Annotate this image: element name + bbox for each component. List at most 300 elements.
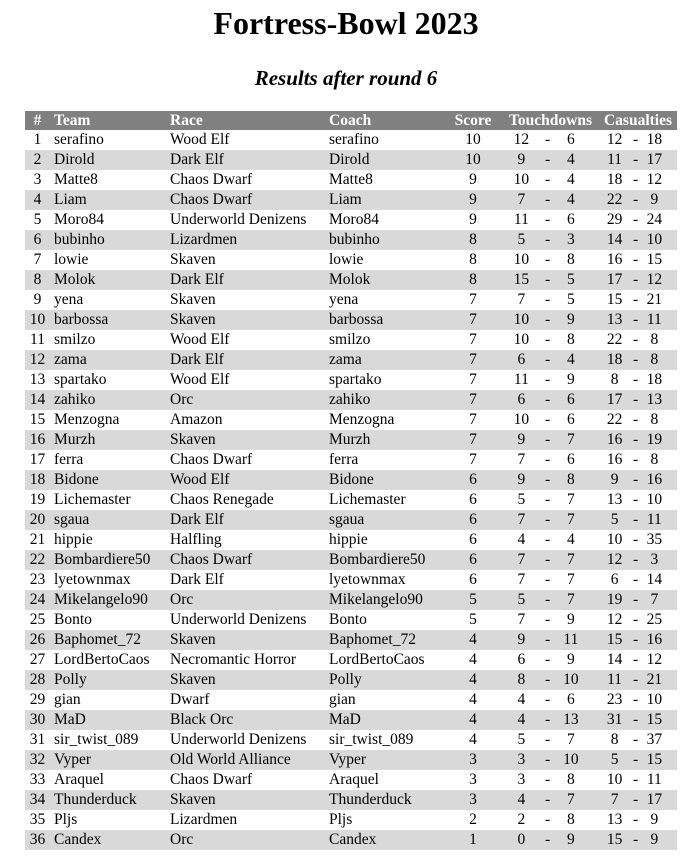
casualties-pair xyxy=(599,590,677,610)
coach-cell: Polly xyxy=(329,670,444,690)
table-row xyxy=(25,810,677,830)
touchdowns-for: 5 xyxy=(517,231,526,248)
touchdowns-separator: - xyxy=(545,191,551,208)
casualties-separator: - xyxy=(633,211,639,228)
casualties-cell xyxy=(599,430,677,450)
casualties-for: 15 xyxy=(606,631,623,648)
touchdowns-separator: - xyxy=(545,451,551,468)
touchdowns-against: 4 xyxy=(566,171,575,188)
touchdowns-separator: - xyxy=(545,551,551,568)
team-cell: Thunderduck xyxy=(50,790,170,810)
casualties-cell xyxy=(599,250,677,270)
score-cell: 7 xyxy=(469,331,477,348)
casualties-cell xyxy=(599,170,677,190)
casualties-cell xyxy=(599,310,677,330)
casualties-against: 12 xyxy=(646,651,663,668)
score-cell: 7 xyxy=(444,430,502,450)
touchdowns-separator: - xyxy=(545,491,551,508)
touchdowns-for: 10 xyxy=(513,331,530,348)
header-rank: # xyxy=(25,111,50,130)
casualties-cell xyxy=(599,290,677,310)
coach-cell: Candex xyxy=(329,830,444,850)
team-cell: spartako xyxy=(54,371,107,388)
touchdowns-cell xyxy=(502,230,599,250)
casualties-against: 9 xyxy=(650,811,659,828)
casualties-pair xyxy=(599,550,677,570)
casualties-pair xyxy=(599,570,677,590)
coach-cell: sir_twist_089 xyxy=(329,731,414,748)
casualties-cell xyxy=(599,390,677,410)
touchdowns-cell xyxy=(502,170,599,190)
casualties-pair xyxy=(599,530,677,550)
touchdowns-pair xyxy=(502,750,599,770)
touchdowns-for: 4 xyxy=(517,691,526,708)
coach-cell: LordBertoCaos xyxy=(329,651,425,668)
casualties-against: 16 xyxy=(646,631,663,648)
touchdowns-pair xyxy=(502,590,599,610)
race-cell: Skaven xyxy=(170,430,329,450)
casualties-cell xyxy=(599,570,677,590)
rank-cell: 25 xyxy=(29,611,46,628)
casualties-against: 12 xyxy=(646,271,663,288)
race-cell: Lizardmen xyxy=(170,811,238,828)
casualties-against: 11 xyxy=(646,511,662,528)
score-cell: 10 xyxy=(444,150,502,170)
touchdowns-pair xyxy=(502,230,599,250)
rank-cell: 13 xyxy=(29,371,46,388)
casualties-separator: - xyxy=(633,371,639,388)
casualties-pair xyxy=(599,190,677,210)
touchdowns-separator: - xyxy=(545,711,551,728)
race-cell: Chaos Dwarf xyxy=(170,171,253,188)
touchdowns-separator: - xyxy=(545,691,551,708)
casualties-pair xyxy=(599,370,677,390)
table-row xyxy=(25,690,677,710)
touchdowns-against: 7 xyxy=(566,511,575,528)
touchdowns-separator: - xyxy=(545,771,551,788)
casualties-for: 19 xyxy=(606,591,623,608)
score-cell: 7 xyxy=(444,350,502,370)
touchdowns-cell xyxy=(502,610,599,630)
touchdowns-for: 11 xyxy=(513,211,529,228)
score-cell: 5 xyxy=(444,590,502,610)
casualties-pair xyxy=(599,490,677,510)
casualties-pair xyxy=(599,430,677,450)
team-cell: Menzogna xyxy=(54,411,120,428)
score-cell: 9 xyxy=(469,171,477,188)
touchdowns-pair xyxy=(502,510,599,530)
touchdowns-against: 9 xyxy=(566,311,575,328)
touchdowns-separator: - xyxy=(545,731,551,748)
table-row xyxy=(25,510,677,530)
casualties-cell xyxy=(599,670,677,690)
touchdowns-for: 9 xyxy=(517,431,526,448)
casualties-cell xyxy=(599,630,677,650)
touchdowns-pair xyxy=(502,290,599,310)
casualties-separator: - xyxy=(633,271,639,288)
touchdowns-pair xyxy=(502,570,599,590)
casualties-pair xyxy=(599,470,677,490)
casualties-pair xyxy=(599,630,677,650)
header-team: Team xyxy=(50,111,170,130)
casualties-cell xyxy=(599,150,677,170)
touchdowns-pair xyxy=(502,610,599,630)
table-row xyxy=(25,710,677,730)
table-row xyxy=(25,130,677,150)
team-cell: Bombardiere50 xyxy=(50,550,170,570)
team-cell: Candex xyxy=(50,830,170,850)
touchdowns-against: 7 xyxy=(566,591,575,608)
casualties-separator: - xyxy=(633,431,639,448)
casualties-pair xyxy=(599,390,677,410)
touchdowns-for: 2 xyxy=(517,811,526,828)
team-cell: Bidone xyxy=(50,470,170,490)
touchdowns-cell xyxy=(502,510,599,530)
casualties-pair xyxy=(599,310,677,330)
rank-cell: 5 xyxy=(33,211,42,228)
casualties-cell xyxy=(599,330,677,350)
touchdowns-separator: - xyxy=(545,371,551,388)
touchdowns-separator: - xyxy=(545,211,551,228)
casualties-separator: - xyxy=(633,651,639,668)
touchdowns-for: 7 xyxy=(517,571,526,588)
race-cell: Old World Alliance xyxy=(170,750,329,770)
table-row xyxy=(25,270,677,290)
table-row xyxy=(25,730,677,750)
touchdowns-for: 6 xyxy=(517,651,526,668)
touchdowns-cell xyxy=(502,530,599,550)
touchdowns-cell xyxy=(502,190,599,210)
rank-cell: 26 xyxy=(25,630,50,650)
touchdowns-for: 9 xyxy=(517,631,526,648)
casualties-for: 8 xyxy=(610,371,619,388)
rank-cell: 31 xyxy=(29,731,46,748)
touchdowns-against: 10 xyxy=(563,671,579,688)
race-cell: Orc xyxy=(170,830,329,850)
score-cell: 8 xyxy=(444,230,502,250)
touchdowns-for: 4 xyxy=(517,711,526,728)
coach-cell: spartako xyxy=(329,371,382,388)
touchdowns-for: 7 xyxy=(517,191,526,208)
rank-cell: 14 xyxy=(25,390,50,410)
touchdowns-pair xyxy=(502,350,599,370)
touchdowns-against: 3 xyxy=(566,231,575,248)
rank-cell: 3 xyxy=(33,171,42,188)
casualties-against: 17 xyxy=(646,151,663,168)
touchdowns-cell xyxy=(502,630,599,650)
casualties-pair xyxy=(599,450,677,470)
touchdowns-separator: - xyxy=(545,471,551,488)
rank-cell: 11 xyxy=(30,331,45,348)
casualties-cell xyxy=(599,410,677,430)
touchdowns-cell xyxy=(502,830,599,850)
score-cell: 3 xyxy=(469,771,477,788)
coach-cell: bubinho xyxy=(329,230,444,250)
touchdowns-cell xyxy=(502,290,599,310)
team-cell: zahiko xyxy=(50,390,170,410)
race-cell: Chaos Dwarf xyxy=(170,451,253,468)
touchdowns-cell xyxy=(502,390,599,410)
casualties-pair xyxy=(599,790,677,810)
page-subtitle: Results after round 6 xyxy=(254,66,438,90)
race-cell: Underworld Denizens xyxy=(170,611,307,628)
casualties-against: 35 xyxy=(646,531,663,548)
casualties-separator: - xyxy=(633,631,639,648)
coach-cell: Moro84 xyxy=(329,211,379,228)
table-row xyxy=(25,190,677,210)
coach-cell: serafino xyxy=(329,131,379,148)
touchdowns-for: 4 xyxy=(517,531,526,548)
touchdowns-separator: - xyxy=(545,811,551,828)
casualties-for: 9 xyxy=(610,471,619,488)
touchdowns-against: 6 xyxy=(566,691,575,708)
header-casualties: Casualties xyxy=(599,111,677,130)
coach-cell: Vyper xyxy=(329,750,444,770)
casualties-against: 8 xyxy=(650,331,659,348)
table-row xyxy=(25,430,677,450)
race-cell: Skaven xyxy=(170,310,329,330)
casualties-for: 22 xyxy=(606,331,623,348)
touchdowns-for: 0 xyxy=(517,831,526,848)
casualties-separator: - xyxy=(633,311,639,328)
coach-cell: zama xyxy=(329,350,444,370)
touchdowns-cell xyxy=(502,710,599,730)
casualties-pair xyxy=(599,810,677,830)
race-cell: Wood Elf xyxy=(170,331,230,348)
casualties-cell xyxy=(599,470,677,490)
touchdowns-for: 6 xyxy=(517,391,526,408)
casualties-pair xyxy=(599,270,677,290)
touchdowns-cell xyxy=(502,550,599,570)
score-cell: 6 xyxy=(444,550,502,570)
score-cell: 6 xyxy=(444,470,502,490)
touchdowns-pair xyxy=(502,550,599,570)
race-cell: Underworld Denizens xyxy=(170,211,307,228)
coach-cell: Bonto xyxy=(329,611,367,628)
touchdowns-pair xyxy=(502,470,599,490)
casualties-for: 16 xyxy=(606,431,623,448)
touchdowns-cell xyxy=(502,310,599,330)
coach-cell: Pljs xyxy=(329,811,353,828)
team-cell: Pljs xyxy=(54,811,78,828)
touchdowns-against: 13 xyxy=(563,711,579,728)
casualties-against: 24 xyxy=(646,211,663,228)
team-cell: lyetownmax xyxy=(54,571,131,588)
rank-cell: 24 xyxy=(25,590,50,610)
score-cell: 7 xyxy=(444,390,502,410)
coach-cell: ferra xyxy=(329,451,359,468)
casualties-cell xyxy=(599,230,677,250)
casualties-cell xyxy=(599,590,677,610)
score-cell: 7 xyxy=(469,371,477,388)
rank-cell: 34 xyxy=(25,790,50,810)
coach-cell: Bidone xyxy=(329,470,444,490)
touchdowns-cell xyxy=(502,250,599,270)
casualties-against: 13 xyxy=(646,391,663,408)
touchdowns-against: 8 xyxy=(566,471,575,488)
touchdowns-separator: - xyxy=(545,271,551,288)
touchdowns-pair xyxy=(502,450,599,470)
race-cell: Black Orc xyxy=(170,710,329,730)
touchdowns-separator: - xyxy=(545,411,551,428)
score-cell: 7 xyxy=(469,411,477,428)
casualties-pair xyxy=(599,730,677,750)
touchdowns-pair xyxy=(502,190,599,210)
touchdowns-cell xyxy=(502,570,599,590)
casualties-cell xyxy=(599,710,677,730)
casualties-for: 5 xyxy=(610,511,619,528)
casualties-separator: - xyxy=(633,251,639,268)
table-body xyxy=(25,130,677,850)
casualties-against: 19 xyxy=(646,431,663,448)
rank-cell: 12 xyxy=(25,350,50,370)
touchdowns-against: 4 xyxy=(566,151,575,168)
team-cell: Araquel xyxy=(54,771,104,788)
casualties-for: 11 xyxy=(607,671,623,688)
touchdowns-pair xyxy=(502,530,599,550)
team-cell: Molok xyxy=(50,270,170,290)
rank-cell: 15 xyxy=(29,411,46,428)
coach-cell: Molok xyxy=(329,270,444,290)
race-cell: Underworld Denizens xyxy=(170,731,307,748)
casualties-separator: - xyxy=(633,791,639,808)
touchdowns-cell xyxy=(502,410,599,430)
touchdowns-for: 10 xyxy=(513,311,530,328)
touchdowns-separator: - xyxy=(545,151,551,168)
touchdowns-separator: - xyxy=(545,231,551,248)
casualties-separator: - xyxy=(633,491,639,508)
touchdowns-for: 5 xyxy=(517,731,526,748)
team-cell: Moro84 xyxy=(54,211,104,228)
race-cell: Chaos Dwarf xyxy=(170,190,329,210)
coach-cell: smilzo xyxy=(329,331,371,348)
rank-cell: 10 xyxy=(25,310,50,330)
rank-cell: 23 xyxy=(29,571,46,588)
touchdowns-against: 7 xyxy=(566,731,575,748)
team-cell: yena xyxy=(54,291,84,308)
score-cell: 9 xyxy=(444,190,502,210)
race-cell: Dark Elf xyxy=(170,571,224,588)
casualties-for: 12 xyxy=(606,551,623,568)
casualties-pair xyxy=(599,330,677,350)
coach-cell: MaD xyxy=(329,710,444,730)
header-coach: Coach xyxy=(329,111,444,130)
touchdowns-pair xyxy=(502,690,599,710)
casualties-for: 22 xyxy=(606,191,623,208)
team-cell: gian xyxy=(54,691,81,708)
coach-cell: yena xyxy=(329,291,359,308)
race-cell: Skaven xyxy=(170,251,216,268)
team-cell: sir_twist_089 xyxy=(54,731,139,748)
team-cell: Vyper xyxy=(50,750,170,770)
touchdowns-cell xyxy=(502,350,599,370)
touchdowns-cell xyxy=(502,130,599,150)
page-title: Fortress-Bowl 2023 xyxy=(213,5,479,41)
race-cell: Skaven xyxy=(170,790,329,810)
casualties-for: 12 xyxy=(606,131,623,148)
casualties-separator: - xyxy=(633,771,639,788)
header-score: Score xyxy=(444,111,502,130)
table-row xyxy=(25,290,677,310)
casualties-separator: - xyxy=(633,811,639,828)
casualties-for: 7 xyxy=(610,791,619,808)
touchdowns-pair xyxy=(502,770,599,790)
casualties-against: 25 xyxy=(646,611,663,628)
casualties-pair xyxy=(599,750,677,770)
touchdowns-for: 11 xyxy=(513,371,529,388)
table-row xyxy=(25,630,677,650)
score-cell: 4 xyxy=(469,691,477,708)
score-cell: 6 xyxy=(469,571,477,588)
touchdowns-for: 7 xyxy=(517,611,526,628)
casualties-separator: - xyxy=(633,151,639,168)
team-cell: ferra xyxy=(54,451,84,468)
team-cell: LordBertoCaos xyxy=(54,651,150,668)
touchdowns-against: 4 xyxy=(566,531,575,548)
touchdowns-for: 15 xyxy=(513,271,530,288)
casualties-pair xyxy=(599,250,677,270)
score-cell: 2 xyxy=(469,811,477,828)
coach-cell: lowie xyxy=(329,251,364,268)
team-cell: zama xyxy=(50,350,170,370)
team-cell: Liam xyxy=(50,190,170,210)
touchdowns-cell xyxy=(502,810,599,830)
casualties-for: 16 xyxy=(606,251,623,268)
coach-cell: Menzogna xyxy=(329,411,395,428)
casualties-against: 18 xyxy=(646,371,663,388)
touchdowns-pair xyxy=(502,730,599,750)
casualties-for: 22 xyxy=(606,411,623,428)
coach-cell: Dirold xyxy=(329,150,444,170)
touchdowns-separator: - xyxy=(545,251,551,268)
coach-cell: Baphomet_72 xyxy=(329,630,444,650)
header-race: Race xyxy=(170,111,329,130)
casualties-separator: - xyxy=(633,411,639,428)
table-row xyxy=(25,350,677,370)
casualties-separator: - xyxy=(633,351,639,368)
touchdowns-separator: - xyxy=(545,131,551,148)
rank-cell: 29 xyxy=(29,691,46,708)
casualties-for: 6 xyxy=(610,571,619,588)
casualties-against: 12 xyxy=(646,171,663,188)
table-header xyxy=(25,111,677,130)
touchdowns-pair xyxy=(502,710,599,730)
touchdowns-against: 6 xyxy=(566,211,575,228)
team-cell: smilzo xyxy=(54,331,96,348)
touchdowns-against: 8 xyxy=(566,811,575,828)
touchdowns-against: 7 xyxy=(566,551,575,568)
coach-cell: Mikelangelo90 xyxy=(329,590,444,610)
table-row xyxy=(25,410,677,430)
touchdowns-for: 8 xyxy=(517,671,526,688)
race-cell: Dark Elf xyxy=(170,350,329,370)
touchdowns-cell xyxy=(502,330,599,350)
touchdowns-separator: - xyxy=(545,511,551,528)
race-cell: Skaven xyxy=(170,291,216,308)
team-cell: Baphomet_72 xyxy=(50,630,170,650)
casualties-against: 9 xyxy=(650,831,659,848)
touchdowns-pair xyxy=(502,490,599,510)
touchdowns-for: 12 xyxy=(513,131,530,148)
casualties-against: 11 xyxy=(646,311,662,328)
coach-cell: lyetownmax xyxy=(329,571,406,588)
touchdowns-pair xyxy=(502,130,599,150)
touchdowns-against: 8 xyxy=(566,331,575,348)
casualties-cell xyxy=(599,350,677,370)
touchdowns-for: 10 xyxy=(513,171,530,188)
touchdowns-for: 4 xyxy=(517,791,526,808)
table-row xyxy=(25,490,677,510)
